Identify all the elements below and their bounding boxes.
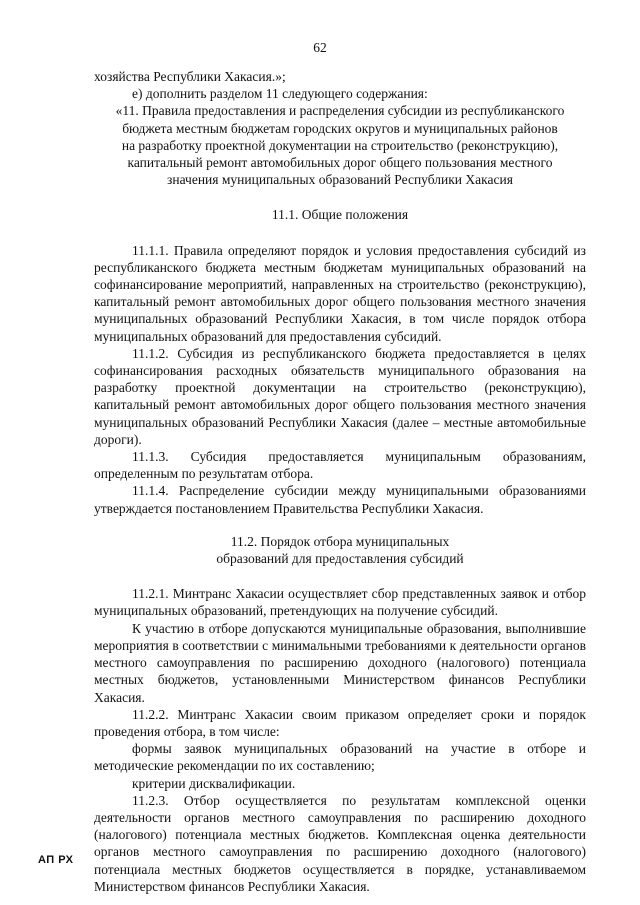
paragraph: 11.1.4. Распределение субсидии между муниципальными образованиями утверждается постановлением Правительства Республики Хакасия. [94,483,586,516]
paragraph: 11.2.2. Минтранс Хакасии своим приказом определяет сроки и порядок проведения отбора, в том числе: [94,706,586,739]
paragraph: 11.1.1. Правила определяют порядок и условия предоставления субсидий из республиканского бюджета местным бюджетам муниципальных образований на софинансирование мероприятий, направленных на строительство (реконструкцию), капитальный ремонт автомобильных дорог общего пользования местного значения муниципальных образований Республики Хакасия, в том числе порядок отбора муниципальных образований для предоставления субсидий. [94,242,586,344]
document-body [94,68,586,895]
paragraph: 11.1.2. Субсидия из республиканского бюджета предоставляется в целях софинансирования расходных обязательств муниципального образования на разработку проектной документации на строительство (реконструкцию), капитальный ремонт автомобильных дорог общего пользования местного значения муниципальных образований Республики Хакасия (далее – местные автомобильные дороги). [94,345,586,447]
page-number: 62 [313,40,327,55]
paragraph: 11.2.1. Минтранс Хакасии осуществляет сбор представленных заявок и отбор муниципальных образований, претендующих на получение субсидий. [94,586,586,619]
subsection-heading: образований для предоставления субсидий [216,551,464,567]
footer-mark: АП РХ [38,854,74,866]
section-title-line: значения муниципальных образований Республики Хакасия [167,172,513,188]
paragraph: 11.2.3. Отбор осуществляется по результатам комплексной оценки деятельности органов местного самоуправления по расширению доходного (налогового) потенциала местных бюджетов. Комплексная оценка деятельности органов местного самоуправления по расширению доходного (налогового) потенциала местных бюджетов осуществляется в порядке, устанавливаемом Министерством финансов Республики Хакасия. [94,792,586,894]
paragraph: формы заявок муниципальных образований на участие в отборе и методические рекомендации по их составлению; [94,741,586,774]
subsection-heading: 11.2. Порядок отбора муниципальных [230,533,450,549]
paragraph: 11.1.3. Субсидия предоставляется муниципальным образованиям, определенным по результатам отбора. [94,449,586,482]
section-title-line: капитальный ремонт автомобильных дорог общего пользования местного [127,155,553,171]
text-line: хозяйства Республики Хакасия.»; [94,69,286,84]
section-title-line: «11. Правила предоставления и распределения субсидии из республиканского [115,103,565,119]
section-title-line: бюджета местным бюджетам городских округов и муниципальных районов [122,120,558,136]
paragraph: К участию в отборе допускаются муниципальные образования, выполнившие мероприятия в соответствии с минимальными требованиями к деятельности органов местного самоуправления по расширению доходного (налогового) потенциала местных бюджетов, установленными Министерством финансов Республики Хакасия. [94,620,586,705]
section-title [94,102,586,188]
paragraph: критерии дисквалификации. [132,775,296,791]
section-title-line: на разработку проектной документации на строительство (реконструкцию), [121,137,559,153]
subsection-heading: 11.1. Общие положения [271,207,409,223]
text-line: е) дополнить разделом 11 следующего содержания: [132,86,428,102]
